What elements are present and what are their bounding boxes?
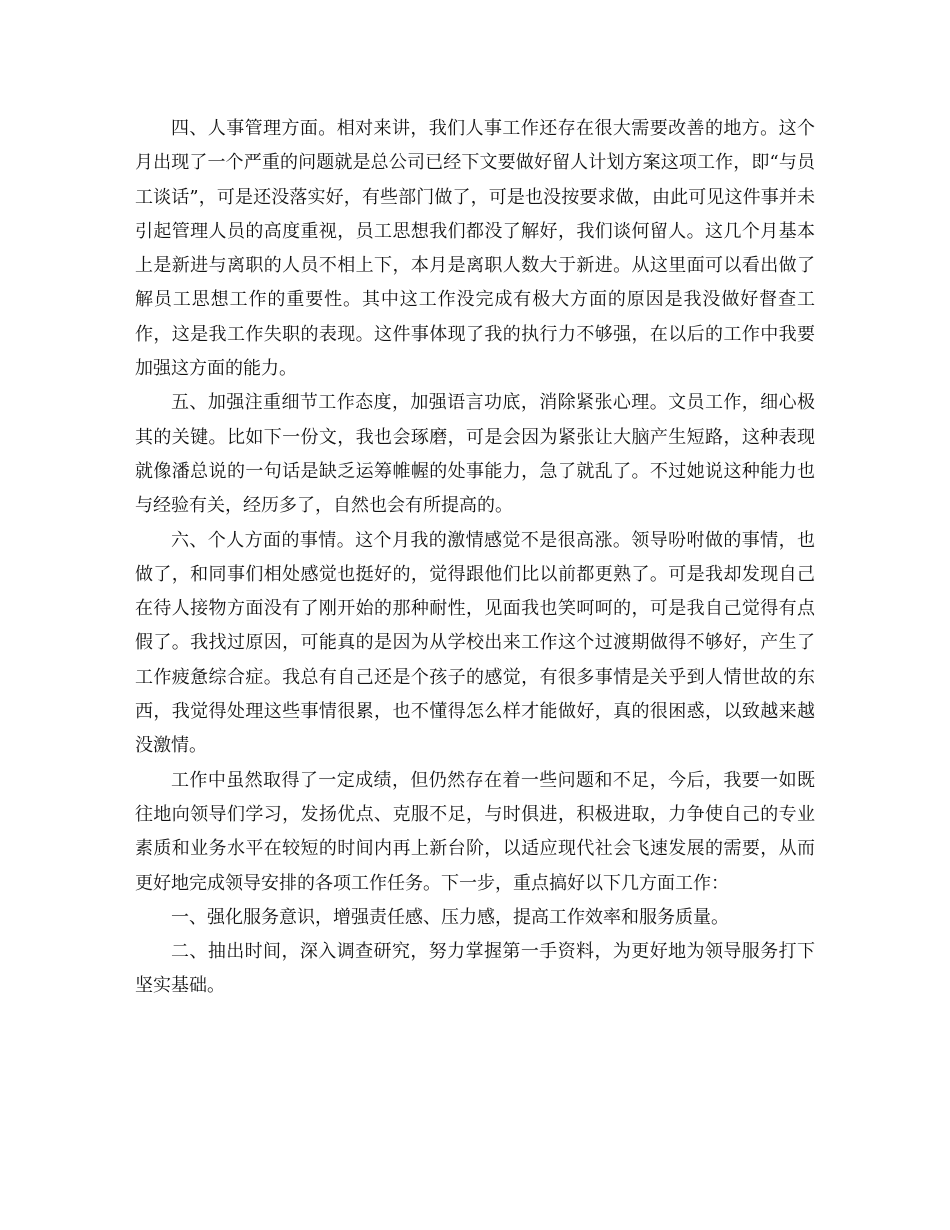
paragraph-personal-matters: 六、个人方面的事情。这个月我的激情感觉不是很高涨。领导吩咐做的事情，也做了，和同事们相处感觉也挺好的，觉得跟他们比以前都更熟了。可是我却发现自己在待人接物方面没有了刚开始的那种耐性，见面我也笑呵呵的，可是我自己觉得有点假了。我找过原因，可能真的是因为从学校出来工作这个过渡期做得不够好，产生了工作疲惫综合症。我总有自己还是个孩子的感觉，有很多事情是关乎到人情世故的东西，我觉得处理这些事情很累，也不懂得怎么样才能做好，真的很困惑，以致越来越没激情。	[135, 529, 815, 757]
document-body	[135, 112, 815, 1004]
paragraph-attention-to-detail: 五、加强注重细节工作态度，加强语言功底，消除紧张心理。文员工作，细心极其的关键。比如下一份文，我也会琢磨，可是会因为紧张让大脑产生短路，这种表现就像潘总说的一句话是缺乏运筹帷幄的处事能力，急了就乱了。不过她说这种能力也与经验有关，经历多了，自然也会有所提高的。	[135, 392, 815, 517]
paragraph-summary-next-steps: 工作中虽然取得了一定成绩，但仍然存在着一些问题和不足，今后，我要一如既往地向领导们学习，发扬优点、克服不足，与时俱进，积极进取，力争使自己的专业素质和业务水平在较短的时间内再上新台阶，以适应现代社会飞速发展的需要，从而更好地完成领导安排的各项工作任务。下一步，重点搞好以下几方面工作：	[135, 769, 815, 894]
paragraph-research: 二、抽出时间，深入调查研究，努力掌握第一手资料，为更好地为领导服务打下坚实基础。	[135, 941, 815, 997]
paragraph-service-awareness: 一、强化服务意识，增强责任感、压力感，提高工作效率和服务质量。	[171, 906, 729, 928]
paragraph-personnel-management: 四、人事管理方面。相对来讲，我们人事工作还存在很大需要改善的地方。这个月出现了一个严重的问题就是总公司已经下文要做好留人计划方案这项工作，即“与员工谈话”，可是还没落实好，有些部门做了，可是也没按要求做，由此可见这件事并未引起管理人员的高度重视，员工思想我们都没了解好，我们谈何留人。这几个月基本上是新进与离职的人员不相上下，本月是离职人数大于新进。从这里面可以看出做了解员工思想工作的重要性。其中这工作没完成有极大方面的原因是我没做好督查工作，这是我工作失职的表现。这件事体现了我的执行力不够强，在以后的工作中我要加强这方面的能力。	[135, 118, 815, 380]
